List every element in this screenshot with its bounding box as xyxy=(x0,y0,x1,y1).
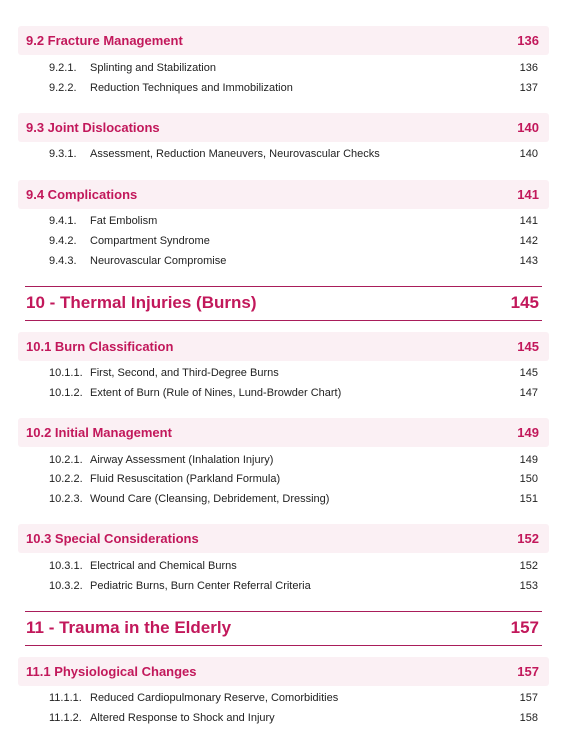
entry-title: Fat Embolism xyxy=(90,215,158,227)
toc-entry[interactable] xyxy=(0,558,582,576)
entry-number: 9.4.1. xyxy=(49,215,77,227)
section-title: 9.3 Joint Dislocations xyxy=(26,120,160,135)
toc-entry[interactable] xyxy=(0,80,582,98)
entry-page: 151 xyxy=(519,493,538,505)
entry-number: 10.2.1. xyxy=(49,454,83,466)
entry-title: Reduced Cardiopulmonary Reserve, Comorbidities xyxy=(90,692,339,704)
entry-title: Compartment Syndrome xyxy=(90,235,210,247)
entry-number: 9.4.2. xyxy=(49,235,77,247)
toc-entry[interactable] xyxy=(0,471,582,489)
entry-title: Airway Assessment (Inhalation Injury) xyxy=(90,454,274,466)
entry-title: Extent of Burn (Rule of Nines, Lund-Browder Chart) xyxy=(90,387,342,399)
toc-entry[interactable] xyxy=(0,233,582,251)
entry-title: Altered Response to Shock and Injury xyxy=(90,712,275,724)
entry-number: 9.4.3. xyxy=(49,255,77,267)
page-bottom-edge xyxy=(0,741,582,745)
entry-title: Electrical and Chemical Burns xyxy=(90,560,237,572)
entry-page: 153 xyxy=(519,580,538,592)
toc-entry[interactable] xyxy=(0,578,582,596)
toc-chapter-10[interactable] xyxy=(25,286,542,321)
entry-page: 152 xyxy=(519,560,538,572)
entry-page: 145 xyxy=(519,367,538,379)
entry-number: 10.1.1. xyxy=(49,367,83,379)
entry-number: 9.2.2. xyxy=(49,82,77,94)
entry-page: 149 xyxy=(519,454,538,466)
toc-entry[interactable] xyxy=(0,710,582,728)
toc-entry[interactable] xyxy=(0,690,582,708)
section-page: 140 xyxy=(517,120,539,135)
section-page: 149 xyxy=(517,425,539,440)
entry-page: 150 xyxy=(519,473,538,485)
entry-number: 9.3.1. xyxy=(49,148,77,160)
toc-section-10-2[interactable] xyxy=(18,418,549,447)
entry-page: 142 xyxy=(519,235,538,247)
toc-section-9-4[interactable] xyxy=(18,180,549,209)
entry-title: Pediatric Burns, Burn Center Referral Criteria xyxy=(90,580,311,592)
entry-title: First, Second, and Third-Degree Burns xyxy=(90,367,279,379)
entry-page: 141 xyxy=(519,215,538,227)
entry-number: 9.2.1. xyxy=(49,62,77,74)
section-page: 157 xyxy=(517,664,539,679)
entry-number: 10.1.2. xyxy=(49,387,83,399)
chapter-title: 10 - Thermal Injuries (Burns) xyxy=(26,293,257,312)
section-page: 136 xyxy=(517,33,539,48)
toc-section-10-1[interactable] xyxy=(18,332,549,361)
section-page: 141 xyxy=(517,187,539,202)
toc-chapter-11[interactable] xyxy=(25,611,542,646)
entry-title: Assessment, Reduction Maneuvers, Neurovascular Checks xyxy=(90,148,380,160)
toc-section-10-3[interactable] xyxy=(18,524,549,553)
toc-section-9-3[interactable] xyxy=(18,113,549,142)
entry-page: 157 xyxy=(519,692,538,704)
entry-page: 158 xyxy=(519,712,538,724)
section-title: 9.2 Fracture Management xyxy=(26,33,183,48)
section-title: 11.1 Physiological Changes xyxy=(26,664,197,679)
section-page: 152 xyxy=(517,531,539,546)
toc-entry[interactable] xyxy=(0,213,582,231)
entry-page: 140 xyxy=(519,148,538,160)
entry-number: 11.1.2. xyxy=(49,712,82,724)
toc-section-11-1[interactable] xyxy=(18,657,549,686)
section-title: 10.1 Burn Classification xyxy=(26,339,174,354)
chapter-page: 145 xyxy=(510,293,539,312)
entry-title: Splinting and Stabilization xyxy=(90,62,216,74)
entry-title: Reduction Techniques and Immobilization xyxy=(90,82,293,94)
entry-number: 11.1.1. xyxy=(49,692,82,704)
entry-page: 147 xyxy=(519,387,538,399)
entry-title: Neurovascular Compromise xyxy=(90,255,227,267)
entry-page: 143 xyxy=(519,255,538,267)
toc-entry[interactable] xyxy=(0,452,582,470)
section-title: 10.2 Initial Management xyxy=(26,425,172,440)
entry-page: 137 xyxy=(519,82,538,94)
section-page: 145 xyxy=(517,339,539,354)
toc-section-9-2[interactable] xyxy=(18,26,549,55)
toc-entry[interactable] xyxy=(0,253,582,271)
section-title: 10.3 Special Considerations xyxy=(26,531,199,546)
toc-entry[interactable] xyxy=(0,146,582,164)
section-title: 9.4 Complications xyxy=(26,187,138,202)
entry-page: 136 xyxy=(519,62,538,74)
toc-entry[interactable] xyxy=(0,491,582,509)
entry-number: 10.3.2. xyxy=(49,580,83,592)
toc-entry[interactable] xyxy=(0,365,582,383)
chapter-page: 157 xyxy=(510,618,539,637)
entry-number: 10.2.2. xyxy=(49,473,83,485)
toc-entry[interactable] xyxy=(0,385,582,403)
entry-title: Wound Care (Cleansing, Debridement, Dressing) xyxy=(90,493,330,505)
entry-number: 10.2.3. xyxy=(49,493,83,505)
chapter-title: 11 - Trauma in the Elderly xyxy=(26,618,232,637)
entry-title: Fluid Resuscitation (Parkland Formula) xyxy=(90,473,281,485)
entry-number: 10.3.1. xyxy=(49,560,83,572)
toc-entry[interactable] xyxy=(0,60,582,78)
